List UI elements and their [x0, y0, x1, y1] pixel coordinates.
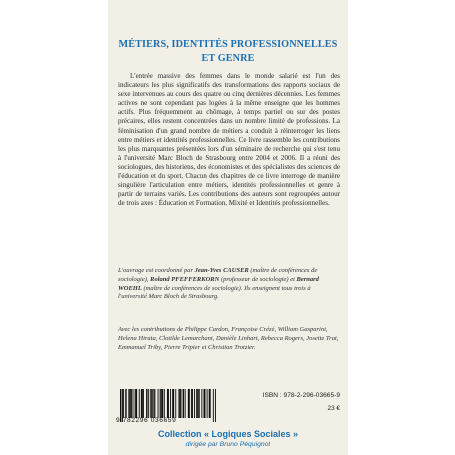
- barcode-bar: [191, 389, 192, 418]
- barcode-bar: [178, 389, 179, 418]
- collection-director: dirigée par Bruno Péquignot: [185, 441, 271, 448]
- barcode-bar: [123, 389, 124, 418]
- barcode-bar: [150, 389, 151, 418]
- barcode-bar: [196, 389, 197, 418]
- barcode-bar: [194, 389, 195, 418]
- coordination-intro: L'ouvrage est coordonné par: [118, 267, 195, 274]
- barcode-bar: [183, 389, 184, 418]
- barcode-bar: [158, 389, 159, 418]
- barcode-bar: [146, 389, 147, 418]
- barcode-bar: [130, 389, 131, 418]
- barcode-bar: [197, 389, 198, 418]
- barcode-bar: [173, 389, 174, 418]
- barcode-bar: [125, 389, 126, 418]
- isbn: ISBN : 978-2-296-03665-9: [262, 392, 340, 399]
- barcode-bar: [154, 389, 155, 418]
- book-title-line-2: ET GENRE: [201, 53, 255, 64]
- barcode-bar: [168, 389, 169, 418]
- barcode-bar: [210, 389, 211, 418]
- barcode-bar: [133, 389, 134, 418]
- barcode-digits: 9 782296 036659: [116, 417, 177, 424]
- barcode-bar: [164, 389, 165, 418]
- collection-name: Collection « Logiques Sociales »: [157, 429, 299, 439]
- contributors-note: Avec les contributions de Philippe Cardon, Françoise Crézé, William Gasparini, Helena Hirata, Clotilde Lemarchant, Danièle Linhart, Rebecca Rogers, Josette Trat, Emmanuel Triby, Pierre Tripier et Christian Trotzier.: [118, 326, 339, 351]
- barcode-bar: [192, 389, 193, 418]
- barcode-bar: [153, 389, 154, 418]
- barcode-bar: [139, 389, 140, 418]
- barcode-bar: [205, 389, 206, 418]
- coordinator-role-3: (maître de conférences de sociologie). Ils enseignent tous trois à l'université Marc Bloch de Strasbourg.: [118, 284, 311, 301]
- barcode-bar: [175, 389, 176, 418]
- price: 23 €: [327, 405, 340, 412]
- book-title-line-1: MÉTIERS, IDENTITÉS PROFESSIONNELLES: [118, 39, 338, 50]
- barcode-bar: [198, 389, 199, 418]
- barcode-bar: [181, 389, 182, 418]
- barcode-bar: [136, 389, 137, 418]
- barcode-bar: [201, 389, 202, 418]
- barcode-bar: [189, 389, 190, 418]
- barcode-bar: [129, 389, 130, 418]
- barcode-bar: [151, 389, 152, 418]
- coordinator-name-2: Roland PFEFFERKORN: [150, 275, 220, 283]
- barcode-bar: [207, 389, 208, 418]
- barcode-bar: [135, 389, 136, 418]
- coordinator-name-1: Jean-Yves CAUSER: [194, 267, 249, 274]
- barcode-bar: [179, 389, 180, 418]
- barcode-bar: [161, 389, 162, 418]
- barcode-bar: [160, 389, 161, 418]
- coordinator-role-1: (maître de conférences de sociologie),: [118, 267, 318, 283]
- barcode-bar: [143, 389, 144, 418]
- barcode-bar: [162, 389, 163, 418]
- book-title: [108, 38, 348, 66]
- barcode-bar: [142, 389, 143, 418]
- coordinator-role-2: (professeur de sociologie) et: [219, 275, 297, 283]
- barcode-bar: [128, 389, 129, 418]
- barcode-bar: [185, 389, 186, 418]
- coordinator-name-3: Bernard WOEHL: [118, 275, 319, 292]
- summary-paragraph: L'entrée massive des femmes dans le monde salarié est l'un des indicateurs les plus significatifs des transformations des rapports sociaux de sexe intervenues au cours des quatre ou cinq dernières décennies. Les femmes actives ne sont cependant pas logées à la même enseigne que les hommes actifs. Plus fréquemment au chômage, à temps partiel ou sur des postes précaires, elles restent concentrées dans un nombre limité de professions. La féminisation d'un grand nombre de métiers a conduit à réinterroger les liens entre métiers et identités professionnelles. Ce livre rassemble les contributions les plus marquantes présentées lors d'un séminaire de recherche qui s'est tenu à l'université Marc Bloch de Strasbourg entre 2004 et 2006. Il a réuni des sociologues, des historiens, des économistes et des spécialistes des sciences de l'éducation et du sport. Chacun des chapitres de ce livre interroge de manière singulière l'articulation entre métiers, identités professionnelles et genre à partir de terrains variés. Les contributions des auteurs sont regroupées autour de trois axes : Éducation et Formation, Mixité et Identités professionnelles.: [118, 72, 340, 208]
- back-cover: [108, 0, 348, 455]
- barcode-bar: [170, 389, 171, 418]
- barcode-bar: [148, 389, 149, 418]
- coordination-note: [118, 267, 340, 302]
- summary-text: [118, 72, 340, 208]
